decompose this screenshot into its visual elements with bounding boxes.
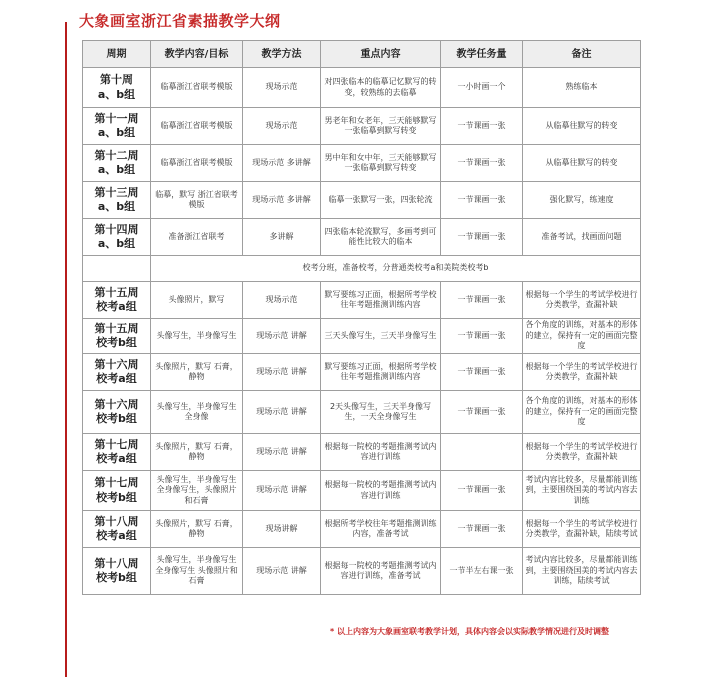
table-row <box>83 282 641 319</box>
method-cell: 现场示范 <box>243 282 321 319</box>
note-cell: 根据每一个学生的考试学校进行分类教学，查漏补缺 <box>523 354 641 391</box>
table-row <box>83 391 641 434</box>
method-cell: 现场示范 讲解 <box>243 391 321 434</box>
task-cell: 一小时画一个 <box>441 68 523 108</box>
task-cell: 一节课画一张 <box>441 391 523 434</box>
table-row <box>83 145 641 182</box>
content-cell: 头像照片，默写 <box>151 282 243 319</box>
week-label-line: 第十三周 <box>94 185 139 199</box>
week-label-line: 第十六周 <box>94 357 139 371</box>
week-label-line: 校考b组 <box>96 412 137 425</box>
focus-cell: 对四张临本的临摹记忆默写的转变，较熟练的去临摹 <box>321 68 441 108</box>
note-cell: 根据每一个学生的考试学校进行分类教学，查漏补缺，陆续考试 <box>523 511 641 548</box>
week-label-line: 校考b组 <box>96 490 137 504</box>
content-cell: 头像写生，半身像写生 全身像写生，头像照片 和石膏 <box>151 471 243 511</box>
table-row <box>83 434 641 471</box>
empty-cell <box>83 256 151 282</box>
focus-cell: 男老年和女老年，三天能够默写一张临摹到默写转变 <box>321 108 441 145</box>
week-cell <box>83 319 151 354</box>
method-cell: 现场示范 讲解 <box>243 471 321 511</box>
method-cell: 现场示范 <box>243 108 321 145</box>
focus-cell: 男中年和女中年，三天能够默写一张临摹到默写转变 <box>321 145 441 182</box>
method-cell: 多讲解 <box>243 219 321 256</box>
content-cell: 临摹，默写 浙江省联考模版 <box>151 182 243 219</box>
method-cell: 现场示范 多讲解 <box>243 182 321 219</box>
focus-cell: 根据每一院校的考题推测考试内容进行训练，准备考试 <box>321 548 441 595</box>
content-cell: 临摹浙江省联考模版 <box>151 145 243 182</box>
task-cell: 一节课画一张 <box>441 319 523 354</box>
col-header-method: 教学方法 <box>243 41 321 68</box>
note-cell: 从临摹往默写的转变 <box>523 145 641 182</box>
note-cell: 熟练临本 <box>523 68 641 108</box>
method-cell: 现场讲解 <box>243 511 321 548</box>
col-header-content: 教学内容/目标 <box>151 41 243 68</box>
week-label-line: 校考a组 <box>96 372 137 385</box>
week-label-line: a、b组 <box>97 126 136 139</box>
note-cell: 考试内容比较多，尽量都能训练到，主要围绕国美的考试内容去训练 <box>523 471 641 511</box>
table-row <box>83 219 641 256</box>
task-cell: 一节半左右课一张 <box>441 548 523 595</box>
note-cell: 根据每一个学生的考试学校进行分类教学，查漏补缺 <box>523 434 641 471</box>
task-cell: 一节课画一张 <box>441 471 523 511</box>
col-header-period: 周期 <box>83 41 151 68</box>
week-label-line: 校考a组 <box>96 300 137 313</box>
week-label-line: 第十七周 <box>94 476 139 490</box>
note-cell: 各个角度的训练，对基本的形体的建立，保持有一定的画面完整度 <box>523 391 641 434</box>
week-label-line: 校考a组 <box>96 529 137 542</box>
table-row <box>83 511 641 548</box>
note-cell: 准备考试，找画面问题 <box>523 219 641 256</box>
footnote: * 以上内容为大象画室联考教学计划，具体内容会以实际教学情况进行及时调整 <box>330 627 609 636</box>
content-cell: 头像照片，默写 石膏，静物 <box>151 511 243 548</box>
focus-cell: 四张临本轮流默写，多画考到可能性比较大的临本 <box>321 219 441 256</box>
week-cell <box>83 108 151 145</box>
task-cell: 一节课画一张 <box>441 182 523 219</box>
task-cell: 一节课画一张 <box>441 219 523 256</box>
task-cell: 一节课画一张 <box>441 511 523 548</box>
method-cell: 现场示范 讲解 <box>243 319 321 354</box>
week-cell <box>83 391 151 434</box>
focus-cell: 根据每一院校的考题推测考试内容进行训练 <box>321 434 441 471</box>
week-label-line: a、b组 <box>97 163 136 176</box>
week-label-line: 校考a组 <box>96 452 137 465</box>
focus-cell: 三天头像写生，三天半身像写生 <box>321 319 441 354</box>
focus-cell: 临摹一张默写一张，四张轮流 <box>321 182 441 219</box>
week-cell <box>83 282 151 319</box>
table-row <box>83 471 641 511</box>
week-label-line: 第十八周 <box>94 514 139 528</box>
week-cell <box>83 68 151 108</box>
week-label-line: a、b组 <box>97 237 136 250</box>
content-cell: 临摹浙江省联考模版 <box>151 108 243 145</box>
table-row <box>83 68 641 108</box>
note-cell: 强化默写，练速度 <box>523 182 641 219</box>
task-cell <box>441 434 523 471</box>
week-label-line: a、b组 <box>97 87 136 101</box>
week-cell <box>83 145 151 182</box>
week-cell <box>83 182 151 219</box>
col-header-focus: 重点内容 <box>321 41 441 68</box>
task-cell: 一节课画一张 <box>441 354 523 391</box>
focus-cell: 默写要练习正面，根据所考学校往年考题推测训练内容 <box>321 282 441 319</box>
syllabus-table <box>82 40 641 595</box>
method-cell: 现场示范 <box>243 68 321 108</box>
task-cell: 一节课画一张 <box>441 282 523 319</box>
method-cell: 现场示范 讲解 <box>243 548 321 595</box>
note-cell: 考试内容比较多，尽量都能训练到，主要围绕国美的考试内容去训练，陆续考试 <box>523 548 641 595</box>
content-cell: 头像写生，半身像写生 全身像写生 头像照片和石膏 <box>151 548 243 595</box>
note-cell: 根据每一个学生的考试学校进行分类教学，查漏补缺 <box>523 282 641 319</box>
week-cell <box>83 434 151 471</box>
content-cell: 临摹浙江省联考模版 <box>151 68 243 108</box>
note-cell: 各个角度的训练，对基本的形体的建立，保持有一定的画面完整度 <box>523 319 641 354</box>
week-cell <box>83 511 151 548</box>
week-cell <box>83 219 151 256</box>
focus-cell: 2天头像写生，三天半身像写生，一天全身像写生 <box>321 391 441 434</box>
week-label-line: 校考b组 <box>96 336 137 349</box>
method-cell: 现场示范 讲解 <box>243 434 321 471</box>
week-cell <box>83 354 151 391</box>
week-label-line: a、b组 <box>97 200 136 213</box>
week-cell <box>83 548 151 595</box>
col-header-note: 备注 <box>523 41 641 68</box>
content-cell: 头像写生，半身像写生 全身像 <box>151 391 243 434</box>
content-cell: 准备浙江省联考 <box>151 219 243 256</box>
col-header-task: 教学任务量 <box>441 41 523 68</box>
week-label-line: 第十八周 <box>94 556 139 570</box>
accent-vertical-line <box>65 22 67 677</box>
focus-cell: 默写要练习正面，根据所考学校往年考题推测训练内容 <box>321 354 441 391</box>
week-label-line: 第十二周 <box>94 148 139 162</box>
content-cell: 头像照片，默写 石膏，静物 <box>151 434 243 471</box>
week-label-line: 校考b组 <box>96 571 137 584</box>
section-divider-text: 校考分班，准备校考，分普通类校考a和美院类校考b <box>151 256 641 282</box>
table-row <box>83 548 641 595</box>
week-label-line: 第十五周 <box>94 285 139 299</box>
note-cell: 从临摹往默写的转变 <box>523 108 641 145</box>
week-label-line: 第十六周 <box>94 397 139 411</box>
task-cell: 一节课画一张 <box>441 108 523 145</box>
content-cell: 头像写生，半身像写生 <box>151 319 243 354</box>
method-cell: 现场示范 讲解 <box>243 354 321 391</box>
section-divider-row <box>83 256 641 282</box>
task-cell: 一节课画一张 <box>441 145 523 182</box>
table-row <box>83 354 641 391</box>
week-label-line: 第十四周 <box>94 222 139 236</box>
table-row <box>83 319 641 354</box>
week-cell <box>83 471 151 511</box>
week-label-line: 第十一周 <box>94 111 139 125</box>
content-cell: 头像照片，默写 石膏，静物 <box>151 354 243 391</box>
table-row <box>83 108 641 145</box>
table-header-row <box>83 41 641 68</box>
page-title: 大象画室浙江省素描教学大纲 <box>79 12 281 30</box>
week-label-line: 第十周 <box>100 73 133 87</box>
focus-cell: 根据每一院校的考题推测考试内容进行训练 <box>321 471 441 511</box>
table-row <box>83 182 641 219</box>
week-label-line: 第十七周 <box>94 437 139 451</box>
method-cell: 现场示范 多讲解 <box>243 145 321 182</box>
focus-cell: 根据所考学校往年考题推测训练内容，准备考试 <box>321 511 441 548</box>
week-label-line: 第十五周 <box>94 321 139 335</box>
